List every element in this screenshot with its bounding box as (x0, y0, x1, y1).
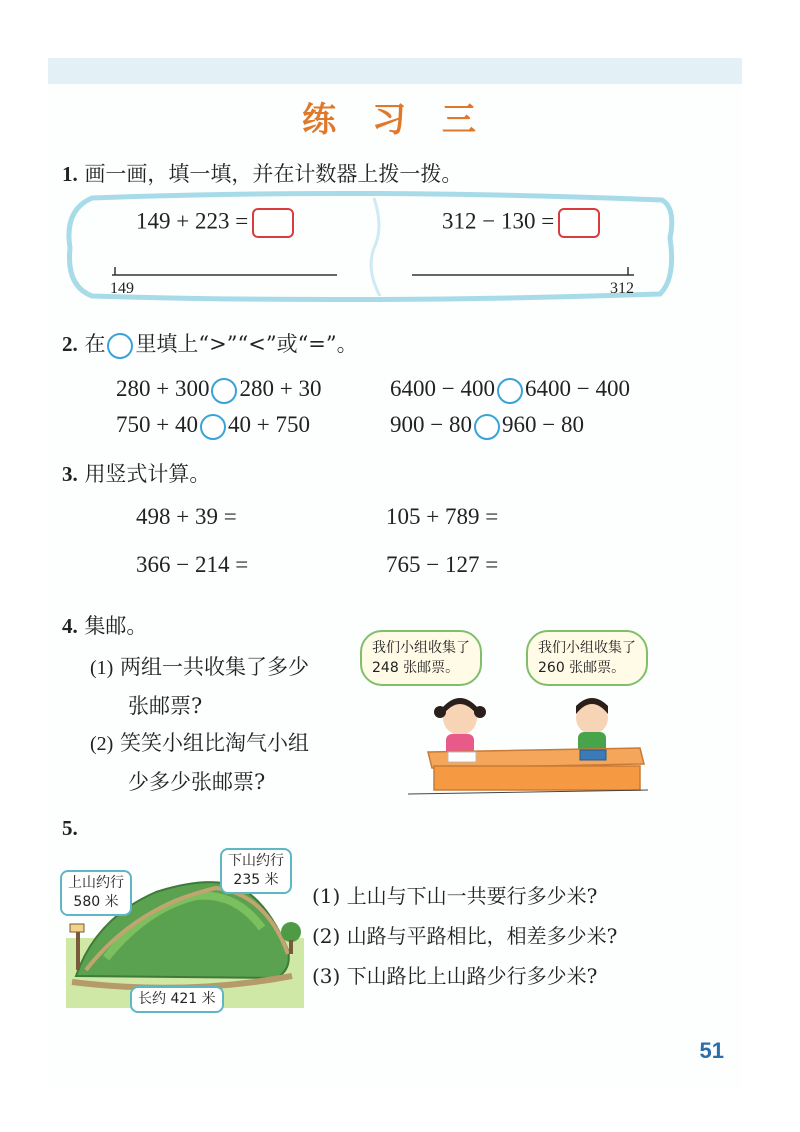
tag-downhill-line1: 下山约行 (228, 853, 284, 869)
speech-bubble-left (360, 630, 482, 686)
q1-prompt (62, 158, 462, 188)
q1-right-expr: 312 − 130 = (442, 208, 555, 234)
q5-sub1: (1) 上山与下山一共要行多少米? (312, 884, 598, 908)
q2-item-2-right: 6400 − 400 (524, 376, 630, 401)
q2-item-2-circle[interactable] (497, 378, 523, 404)
q2-item-4 (390, 412, 584, 440)
q4-sub1-line2: 张邮票? (128, 694, 203, 718)
tag-flat-road: 长约 421 米 (130, 986, 224, 1013)
q3-number: 3. (62, 462, 78, 486)
q4-sub2-line1: 笑笑小组比淘气小组 (120, 731, 310, 755)
tag-downhill (220, 848, 292, 894)
q2-item-2 (390, 376, 630, 404)
q2-item-1-right: 280 + 30 (239, 376, 322, 401)
q4-sub2-line2: 少多少张邮票? (128, 770, 266, 794)
q4-sub2-number: (2) (90, 733, 114, 755)
q4-text: 集邮。 (84, 614, 148, 638)
page-number: 51 (699, 1038, 724, 1063)
q1-text: 画一画，填一填，并在计数器上拨一拨。 (84, 162, 463, 186)
speech-bubble-left-line2: 248 张邮票。 (372, 660, 460, 676)
signpost-icon (70, 924, 84, 932)
q1-left-equation (136, 208, 294, 238)
q1-left-expr: 149 + 223 = (136, 208, 249, 234)
q2-text-a: 在 (84, 332, 106, 356)
q2-item-4-left: 900 − 80 (390, 412, 472, 437)
q2-item-2-left: 6400 − 400 (390, 376, 495, 401)
q5-prompt (62, 816, 78, 841)
desk-front (434, 766, 640, 790)
q3-item-2: 105 + 789 = (386, 504, 499, 529)
q2-number: 2. (62, 332, 78, 356)
q3-text: 用竖式计算。 (84, 462, 211, 486)
q2-text-b: 里填上“>”“<”或“=”。 (135, 332, 358, 356)
page-title: 练 习 三 (302, 100, 488, 140)
q5-sub2: (2) 山路与平路相比，相差多少米? (312, 924, 618, 948)
q2-item-3-circle[interactable] (200, 414, 226, 440)
q4-sub2 (90, 724, 309, 801)
kids-at-desk-illustration (408, 690, 648, 800)
q5-sub3: (3) 下山路比上山路少行多少米? (312, 964, 598, 988)
tag-uphill-line2: 580 米 (73, 894, 119, 910)
q4-sub1-line1: 两组一共收集了多少 (120, 655, 310, 679)
q5-subquestions (312, 876, 617, 996)
q4-number: 4. (62, 614, 78, 638)
q2-prompt (62, 328, 358, 359)
q2-item-1-circle[interactable] (211, 378, 237, 404)
q3-item-4: 765 − 127 = (386, 552, 499, 577)
q1-left-answer-box[interactable] (252, 208, 294, 238)
q3-item-3: 366 − 214 = (136, 552, 249, 577)
tree-icon (281, 922, 301, 942)
tag-uphill-line1: 上山约行 (68, 875, 124, 891)
q2-item-4-circle[interactable] (474, 414, 500, 440)
q4-prompt (62, 610, 147, 640)
q1-cloud-frame (62, 188, 678, 306)
q1-right-end-label: 312 (610, 280, 634, 297)
q3-prompt (62, 458, 210, 488)
q2-circle-icon (107, 333, 133, 359)
tag-downhill-line2: 235 米 (233, 872, 279, 888)
speech-bubble-right-line1: 我们小组收集了 (538, 640, 636, 656)
q2-item-3-right: 40 + 750 (227, 412, 310, 437)
q1-right-answer-box[interactable] (558, 208, 600, 238)
q2-item-3 (116, 412, 310, 440)
q4-sub1-number: (1) (90, 657, 114, 679)
speech-bubble-right (526, 630, 648, 686)
q1-number: 1. (62, 162, 78, 186)
top-band (48, 58, 742, 84)
q2-item-1 (116, 376, 321, 404)
q1-right-equation (442, 208, 600, 238)
tag-uphill (60, 870, 132, 916)
q3-item-1: 498 + 39 = (136, 504, 237, 529)
q2-item-3-left: 750 + 40 (116, 412, 198, 437)
q1-left-start-label: 149 (110, 280, 134, 297)
textbook-page (48, 58, 742, 1088)
speech-bubble-left-line1: 我们小组收集了 (372, 640, 470, 656)
q5-number: 5. (62, 816, 78, 840)
q4-sub1 (90, 648, 309, 725)
speech-bubble-right-line2: 260 张邮票。 (538, 660, 626, 676)
q2-item-1-left: 280 + 300 (116, 376, 210, 401)
q2-item-4-right: 960 − 80 (501, 412, 584, 437)
